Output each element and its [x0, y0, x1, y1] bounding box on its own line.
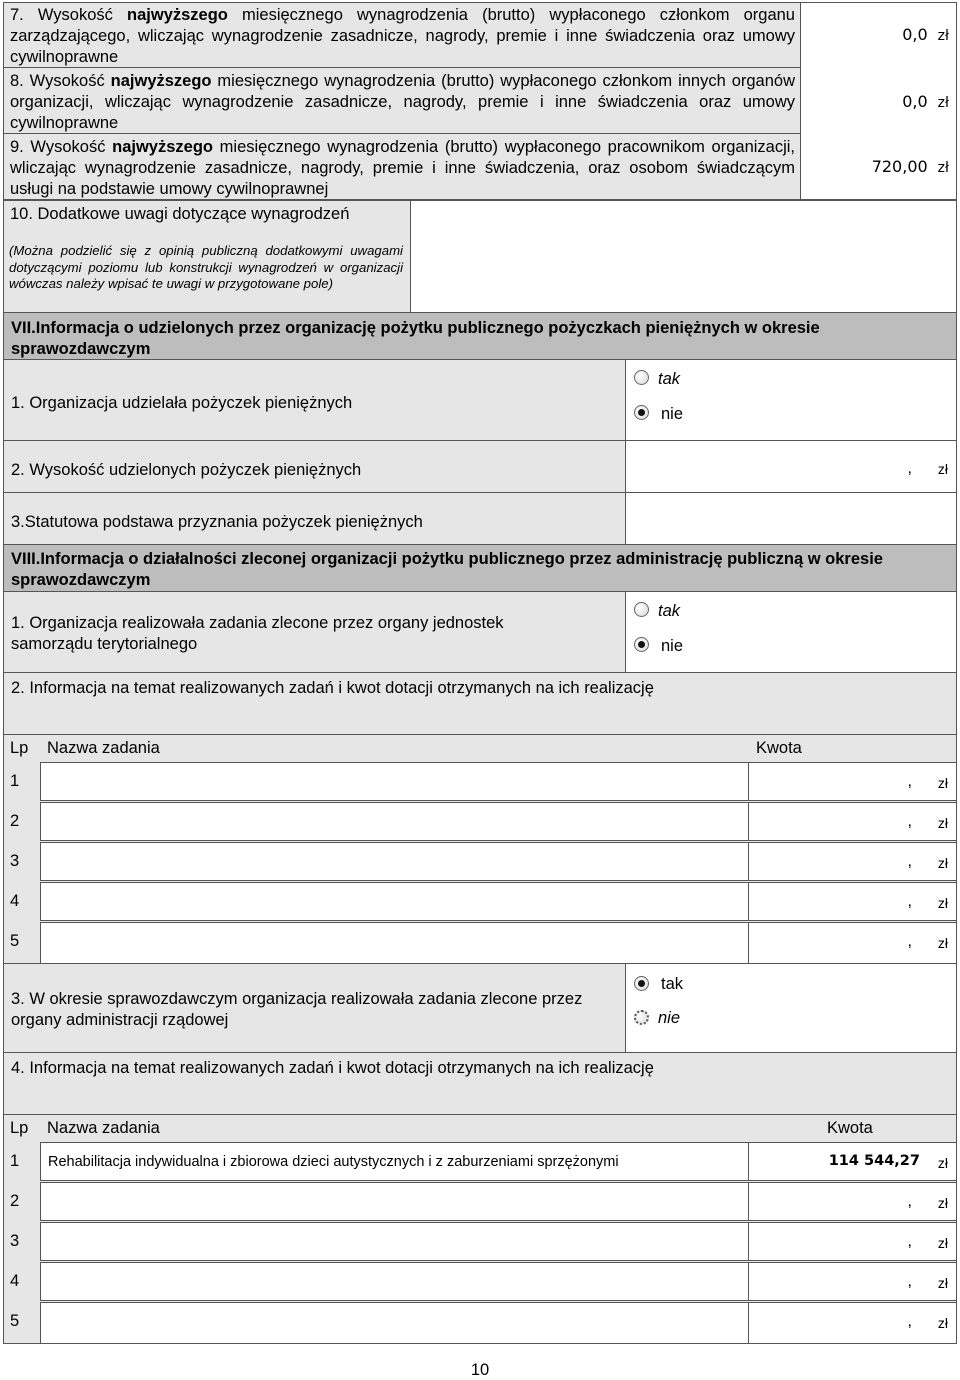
s7-q3-label: 3.Statutowa podstawa przyznania pożyczek pieniężnych	[11, 513, 423, 531]
s7-q1-tak-label: tak	[658, 370, 681, 388]
t2-row-1-amount[interactable]: 114 544,27 zł	[748, 1142, 957, 1181]
s7-q2-label-cell	[3, 440, 626, 493]
salary-question-8: 8. Wysokość najwyższego miesięcznego wynagrodzenia (brutto) wypłaconego członkom innych organów organizacji, wliczając wynagrodzenie zasadnicze, nagrody, premie i inne świadczenia oraz umowy cywilnoprawne	[10, 72, 796, 132]
s8-q4-label-cell	[3, 1052, 957, 1115]
s8-q4-label: 4. Informacja na temat realizowanych zadań i kwot dotacji otrzymanych na ich realizację	[11, 1059, 654, 1077]
t2-row-5-amount[interactable]: , zł	[748, 1302, 957, 1344]
s8-q1-label: 1. Organizacja realizowała zadania zlecone przez organy jednostek samorządu terytorialnego	[11, 614, 504, 653]
t2-row-2-amount[interactable]: , zł	[748, 1182, 957, 1221]
s7-q2-amount-field[interactable]: , zł	[625, 440, 957, 493]
s8-q3-nie-radio[interactable]	[634, 1010, 649, 1025]
t1-row-1-name[interactable]	[40, 762, 749, 801]
s8-q1-tak-label: tak	[658, 602, 681, 620]
t1-row-3-name[interactable]	[40, 842, 749, 881]
s8-q3-label-cell	[3, 963, 626, 1053]
t2-header-name: Nazwa zadania	[47, 1119, 160, 1137]
s8-q2-label: 2. Informacja na temat realizowanych zadań i kwot dotacji otrzymanych na ich realizację	[11, 679, 654, 697]
s8-q1-nie-radio[interactable]	[634, 637, 649, 652]
t1-row-1-amount[interactable]: , zł	[748, 762, 957, 801]
t1-header-name: Nazwa zadania	[47, 739, 160, 757]
t2-row-5-name[interactable]	[40, 1302, 749, 1344]
t1-row-2-amount[interactable]: , zł	[748, 802, 957, 841]
t2-row-4-name[interactable]	[40, 1262, 749, 1301]
s8-q1-nie-label: nie	[661, 637, 684, 655]
salary-question-9: 9. Wysokość najwyższego miesięcznego wynagrodzenia (brutto) wypłaconego pracownikom organizacji, wliczając wynagrodzenie zasadnicze, nagrody, premie i inne świadczenia, oraz osobom świadczącym usługi na podstawie umowy cywilnoprawnej	[10, 138, 795, 198]
section-8-header: VIII.Informacja o działalności zleconej organizacji pożytku publicznego przez administrację publiczną w okresie sprawozdawczym	[3, 544, 957, 592]
remarks-hint: (Można podzielić się z opinią publiczną dodatkowymi uwagami dotyczącymi poziomu lub konstrukcji wynagrodzeń w organizacji wówczas należy wpisać te uwagi w przygotowane pole)	[9, 243, 403, 291]
section-7-header: VII.Informacja o udzielonych przez organizację pożytku publicznego pożyczkach pieniężnych w okresie sprawozdawczym	[3, 312, 957, 360]
s7-q1-label: 1. Organizacja udzielała pożyczek pieniężnych	[11, 394, 353, 412]
salary-value-9[interactable]: 720,00 zł	[871, 157, 949, 176]
s8-q3-nie-label: nie	[658, 1009, 681, 1027]
page-number: 10	[470, 1361, 490, 1379]
t1-row-4-amount[interactable]: , zł	[748, 882, 957, 921]
t1-row-4-name[interactable]	[40, 882, 749, 921]
salary-question-7: 7. Wysokość najwyższego miesięcznego wynagrodzenia (brutto) wypłaconego członkom organu zarządzającego, wliczając wynagrodzenie zasadnicze, nagrody, premie i inne świadczenia oraz umowy cywilnoprawne	[10, 6, 795, 66]
s8-q2-label-cell	[3, 672, 957, 735]
t2-row-4-amount[interactable]: , zł	[748, 1262, 957, 1301]
salary-value-7[interactable]: 0,0 zł	[902, 25, 949, 44]
s7-q3-label-cell	[3, 492, 626, 545]
s8-q1-label-cell	[3, 591, 626, 673]
remarks-field[interactable]	[410, 200, 957, 313]
t2-row-3-amount[interactable]: , zł	[748, 1222, 957, 1261]
t2-row-3-name[interactable]	[40, 1222, 749, 1261]
t2-header-lp: Lp	[10, 1119, 29, 1137]
t2-header-amount: Kwota	[827, 1119, 873, 1137]
t2-row-2-name[interactable]	[40, 1182, 749, 1221]
t1-row-5-amount[interactable]: , zł	[748, 922, 957, 964]
s8-q3-tak-radio[interactable]	[634, 976, 649, 991]
salary-value-8[interactable]: 0,0 zł	[902, 92, 949, 111]
s7-q1-tak-radio[interactable]	[634, 370, 649, 385]
s7-q1-label-cell	[3, 359, 626, 441]
s8-q3-options	[625, 963, 957, 1053]
s7-q2-label: 2. Wysokość udzielonych pożyczek pieniężnych	[11, 461, 362, 479]
t1-row-5-name[interactable]	[40, 922, 749, 964]
t1-row-3-amount[interactable]: , zł	[748, 842, 957, 881]
s8-q1-tak-radio[interactable]	[634, 602, 649, 617]
s7-q1-nie-label: nie	[661, 405, 684, 423]
t2-row-1-name[interactable]: Rehabilitacja indywidualna i zbiorowa dzieci autystycznych i z zaburzeniami sprzężonymi	[40, 1142, 749, 1181]
t1-header-lp: Lp	[10, 739, 29, 757]
s8-q3-label: 3. W okresie sprawozdawczym organizacja realizowała zadania zlecone przez organy administracji rządowej	[11, 990, 583, 1029]
remarks-title: 10. Dodatkowe uwagi dotyczące wynagrodzeń	[10, 205, 350, 223]
t1-row-2-name[interactable]	[40, 802, 749, 841]
t1-header-amount: Kwota	[756, 739, 802, 757]
s8-q3-tak-label: tak	[661, 975, 684, 993]
s8-q1-options	[625, 591, 957, 673]
s7-q1-nie-radio[interactable]	[634, 405, 649, 420]
s7-q3-field[interactable]	[625, 492, 957, 545]
s7-q1-options	[625, 359, 957, 441]
